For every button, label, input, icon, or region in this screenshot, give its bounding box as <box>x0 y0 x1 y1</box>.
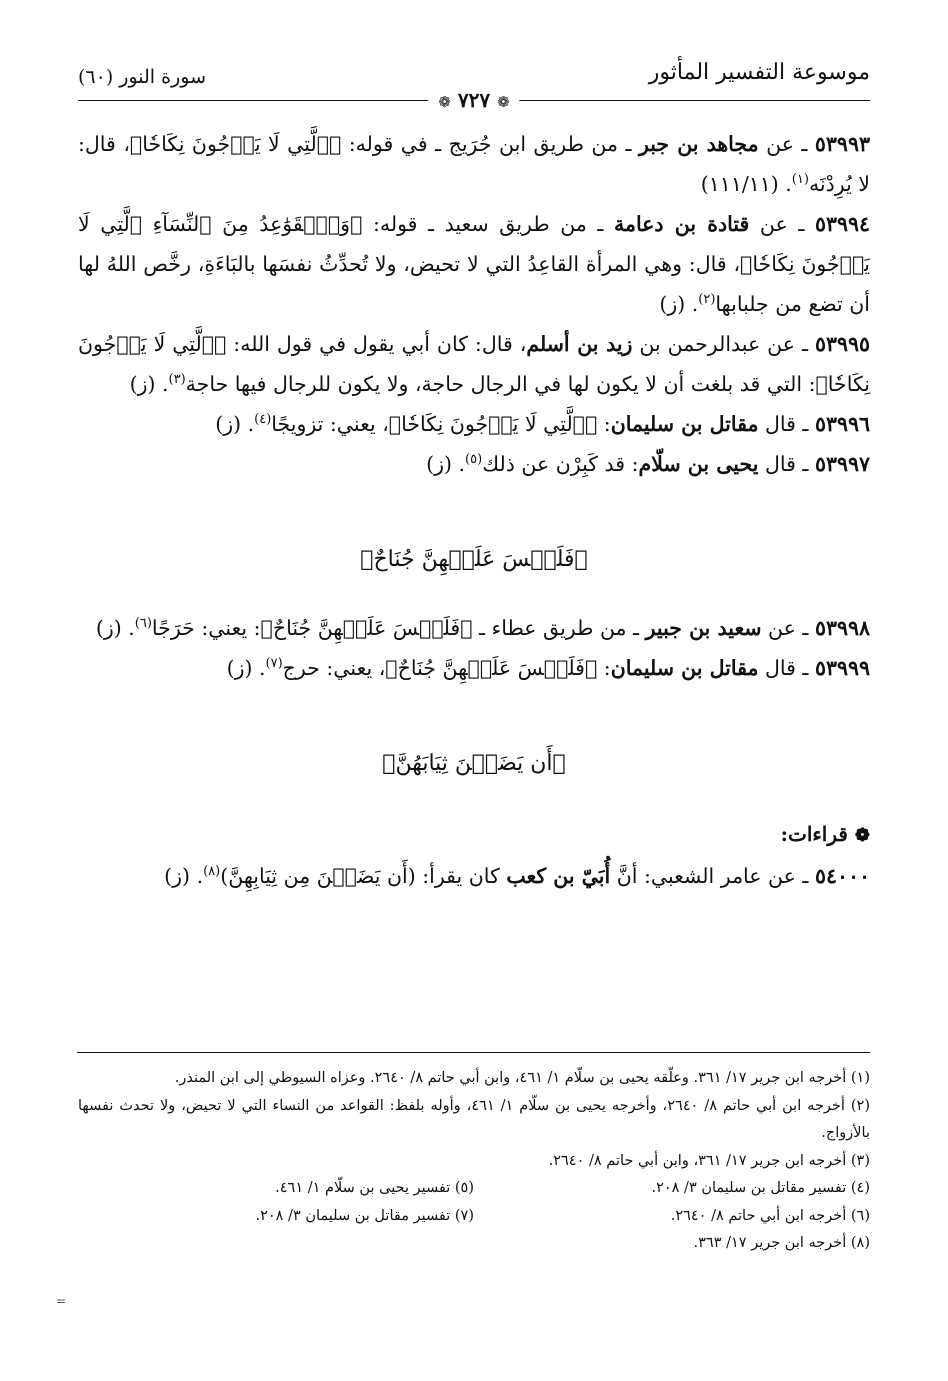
entry-text: ـ عن <box>749 212 815 236</box>
entry-number: ٥٣٩٩٤ <box>814 212 870 236</box>
page-header <box>78 60 870 112</box>
narrator-name: يحيى بن سلّام <box>638 452 759 476</box>
flower-ornament-icon: ❁ <box>854 825 870 846</box>
footnote-row <box>78 1203 870 1231</box>
entry-text: : ﴿فَلَيۡسَ عَلَيۡهِنَّ جُنَاحٌ﴾، يعني: حرج <box>282 656 611 680</box>
entry-tail: . (ز) <box>226 656 266 680</box>
entry-text: ـ عن عامر الشعبي: أنَّ <box>610 864 815 888</box>
page-number-box <box>428 88 519 112</box>
entry-tail: . (ز) <box>129 372 169 396</box>
narrator-name: زيد بن أسلم <box>526 332 633 356</box>
spacer <box>78 688 870 744</box>
footnote: (٨) أخرجه ابن جرير ١٧/ ٣٦٣. <box>693 1235 870 1251</box>
narration-entry <box>78 204 870 324</box>
narrator-name: مقاتل بن سليمان <box>610 412 759 436</box>
entry-text: كان يقرأ: (أَن يَضَعۡنَ مِن ثِيَابِهِنَّ) <box>220 864 507 888</box>
ornament-icon: ❁ <box>497 93 510 111</box>
entry-text: ـ قال <box>758 452 815 476</box>
entry-text: ـ عن <box>761 616 815 640</box>
footnote-ref[interactable]: (٨) <box>203 864 221 880</box>
narration-entry <box>78 124 870 204</box>
ornament-icon: ❁ <box>438 93 451 111</box>
entry-tail: . (١١١/١١) <box>700 172 792 196</box>
footnote-row <box>78 1175 870 1203</box>
footnote-ref[interactable]: (٤) <box>254 412 272 428</box>
entry-text: ـ من طريق سعيد ـ قوله: ﴿وَٱلۡقَوَٰعِدُ مِنَ ٱلنِّسَآءِ ٱلَّتِي لَا يَرۡجُونَ نِكَاحٗا﴾، قال: وهي المرأة القاعِدُ التي لا تحيض، ولا تُحدِّثُ نفسَها بالبَاءَةِ، رخَّص اللهُ لها أن تضع من جلبابها <box>78 212 870 316</box>
footnote: (٦) أخرجه ابن أبي حاتم ٨/ ٢٦٤٠. <box>670 1207 870 1224</box>
footnote: (٧) تفسير مقاتل بن سليمان ٣/ ٢٠٨. <box>255 1207 474 1224</box>
entry-tail: . (ز) <box>426 452 466 476</box>
footnotes <box>78 1051 870 1258</box>
narration-entry <box>78 856 870 896</box>
narrator-name: أُبَيّ بن كعب <box>506 864 611 888</box>
footnote-ref[interactable]: (٢) <box>698 292 716 308</box>
entry-number: ٥٣٩٩٧ <box>814 452 870 476</box>
narration-entry <box>78 324 870 404</box>
footnote-ref[interactable]: (١) <box>791 172 809 188</box>
entry-number: ٥٣٩٩٦ <box>814 412 870 436</box>
entry-number: ٥٣٩٩٨ <box>814 616 870 640</box>
entry-text: ، قال: كان أبي يقول في قول الله: ﴿ٱلَّتِي لَا يَرۡجُونَ نِكَاحٗا﴾: التي قد بلغت أن لا يكون لها في الرجال حاجة، ولا يكون للرجال فيها حاجة <box>78 332 870 396</box>
entry-text: ـ عن عبدالرحمن بن <box>632 332 815 356</box>
footnote: (١) أخرجه ابن جرير ١٧/ ٣٦١. وعلّقه يحيى بن سلّام ١/ ٤٦١، وابن أبي حاتم ٨/ ٢٦٤٠. وعزاه السيوطي إلى ابن المنذر. <box>174 1070 870 1086</box>
book-title: موسوعة التفسير المأثور <box>648 60 870 85</box>
page-number: ٧٢٧ <box>457 88 491 112</box>
entry-tail: . (ز) <box>95 616 135 640</box>
entry-tail: . (ز) <box>164 864 204 888</box>
section-label: قراءات: <box>780 822 848 846</box>
main-text <box>78 124 870 896</box>
footnote-ref[interactable]: (٧) <box>265 656 283 672</box>
spacer <box>78 580 870 608</box>
footnote-ref[interactable]: (٦) <box>134 616 152 632</box>
entry-number: ٥٤٠٠٠ <box>814 864 870 888</box>
narrator-name: مجاهد بن جبر <box>638 132 759 156</box>
footnote: (٥) تفسير يحيى بن سلّام ١/ ٤٦١. <box>275 1180 474 1196</box>
spacer <box>78 484 870 540</box>
narration-entry <box>78 608 870 648</box>
footnote: (٤) تفسير مقاتل بن سليمان ٣/ ٢٠٨. <box>651 1180 870 1196</box>
section-heading <box>78 814 870 856</box>
narrator-name: مقاتل بن سليمان <box>610 656 759 680</box>
footnote: (٢) أخرجه ابن أبي حاتم ٨/ ٢٦٤٠، وأخرجه يحيى بن سلّام ١/ ٤٦١، وأوله بلفظ: القواعد من النساء التي لا تحيض، ولا تحدث نفسها بالأزواج. <box>78 1097 870 1141</box>
verse-heading: ﴿أَن يَضَعۡنَ ثِيَابَهُنَّ﴾ <box>382 751 566 776</box>
surah-title: سورة النور (٦٠) <box>78 66 206 88</box>
entry-text: : قد كَبِرْن عن ذلك <box>482 452 639 476</box>
narration-entry <box>78 648 870 688</box>
entry-text: ـ عن <box>758 132 815 156</box>
narrator-name: سعيد بن جبير <box>645 616 762 640</box>
entry-text: ـ قال <box>758 656 815 680</box>
entry-text: : ﴿ٱلَّتِي لَا يَرۡجُونَ نِكَاحٗا﴾، يعني: تزويجًا <box>271 412 611 436</box>
entry-number: ٥٣٩٩٥ <box>814 332 870 356</box>
narrator-name: قتادة بن دعامة <box>613 212 750 236</box>
narration-entry <box>78 404 870 444</box>
entry-text: ـ قال <box>758 412 815 436</box>
margin-mark: = <box>56 1294 67 1308</box>
verse-heading: ﴿فَلَيۡسَ عَلَيۡهِنَّ جُنَاحٌ﴾ <box>360 547 588 572</box>
footnote-ref[interactable]: (٣) <box>168 372 186 388</box>
footnote-ref[interactable]: (٥) <box>465 452 483 468</box>
entry-tail: . (ز) <box>215 412 255 436</box>
entry-text: ـ من طريق ابن جُرَيج ـ في قوله: ﴿ٱلَّتِي لَا يَرۡجُونَ نِكَاحٗا﴾، قال: لا يُرِدْنَه <box>78 132 870 196</box>
entry-tail: . (ز) <box>659 292 699 316</box>
narration-entry <box>78 444 870 484</box>
footnote: (٣) أخرجه ابن جرير ١٧/ ٣٦١، وابن أبي حاتم ٨/ ٢٦٤٠. <box>548 1152 870 1169</box>
entry-text: ـ من طريق عطاء ـ ﴿فَلَيۡسَ عَلَيۡهِنَّ جُنَاحٌ﴾: يعني: حَرَجًا <box>151 616 646 640</box>
entry-number: ٥٣٩٩٣ <box>814 132 870 156</box>
entry-number: ٥٣٩٩٩ <box>814 656 870 680</box>
